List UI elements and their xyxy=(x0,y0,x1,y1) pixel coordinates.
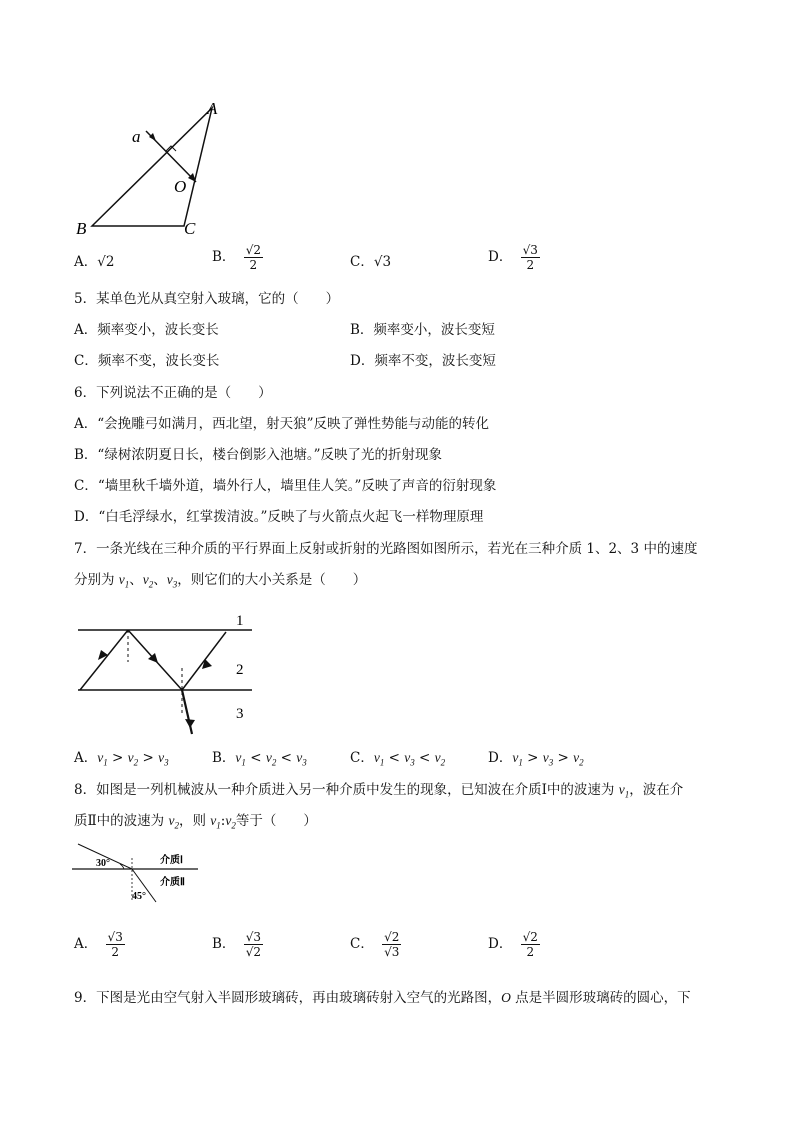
fraction xyxy=(521,243,540,272)
q6-option-c[interactable]: C．“墙里秋千墙外道，墙外行人，墙里佳人笑。”反映了声音的衍射现象 xyxy=(74,478,497,494)
fraction-denominator: 2 xyxy=(526,258,535,272)
medium-label-1: 1 xyxy=(236,613,244,629)
option-letter: A． xyxy=(74,750,98,766)
ray-segment xyxy=(182,632,226,690)
option-value: √2 xyxy=(97,254,115,270)
option-letter: C． xyxy=(350,750,374,766)
q8-stem-text: ，则 xyxy=(178,813,211,829)
medium-label-ii: 介质Ⅱ xyxy=(160,877,185,888)
angle-label-45: 45° xyxy=(132,891,146,902)
fraction-numerator: √2 xyxy=(245,243,261,257)
q4-option-c[interactable] xyxy=(350,252,391,272)
q5-option-d[interactable]: D．频率不变，波长变短 xyxy=(350,353,496,369)
option-letter: B． xyxy=(212,249,236,265)
medium-label-i: 介质Ⅰ xyxy=(160,855,183,866)
option-letter: B． xyxy=(212,750,236,766)
q7-figure xyxy=(74,606,260,740)
q9-stem-text: 点是半圆形玻璃砖的圆心，下 xyxy=(510,990,691,1006)
option-letter: A． xyxy=(74,254,98,270)
fraction-numerator: √3 xyxy=(245,930,261,944)
fraction-denominator: √3 xyxy=(384,945,400,959)
q6-option-a[interactable]: A．“会挽雕弓如满月，西北望，射天狼”反映了弹性势能与动能的转化 xyxy=(74,416,490,432)
fraction xyxy=(244,243,263,272)
fraction xyxy=(382,930,401,959)
q8-option-c[interactable] xyxy=(350,930,401,959)
q8-option-d[interactable] xyxy=(488,930,540,959)
q8-figure xyxy=(70,840,210,910)
fraction-numerator: √3 xyxy=(522,243,538,257)
q9-point-o: O xyxy=(501,990,511,1005)
q4-option-a[interactable] xyxy=(74,252,114,272)
option-letter: A． xyxy=(74,936,98,952)
option-letter: C． xyxy=(350,936,374,952)
fraction xyxy=(244,930,263,959)
triangle-abc xyxy=(92,108,212,226)
q5-stem: 5．某单色光从真空射入玻璃，它的（ ） xyxy=(74,291,340,307)
q8-stem-text: 8．如图是一列机械波从一种介质进入另一种介质中发生的现象，已知波在介质Ⅰ中的波速为 xyxy=(74,782,619,798)
label-C: C xyxy=(184,219,196,238)
q6-option-b[interactable]: B．“绿树浓阴夏日长，楼台倒影入池塘。”反映了光的折射现象 xyxy=(74,447,442,463)
angle-label-30: 30° xyxy=(96,858,110,869)
ray-segment xyxy=(80,630,128,690)
label-O: O xyxy=(174,177,187,196)
q7-option-d[interactable]: D．$v_1 > v_3 > v_2$ xyxy=(488,750,584,768)
q8-stem-line2: 质Ⅱ中的波速为 $v_2$，则 $v_1:v_2$等于（ ） xyxy=(74,813,317,831)
q7-stem-line1: 7．一条光线在三种介质的平行界面上反射或折射的光路图如图所示，若光在三种介质 1、2、3 中的速度 xyxy=(74,541,698,557)
q6-stem: 6．下列说法不正确的是（ ） xyxy=(74,385,272,401)
q9-stem-text: 9．下图是光由空气射入半圆形玻璃砖，再由玻璃砖射入空气的光路图， xyxy=(74,990,502,1006)
fraction-numerator: √2 xyxy=(522,930,538,944)
q5-option-c[interactable]: C．频率不变，波长变长 xyxy=(74,353,220,369)
medium-label-2: 2 xyxy=(236,662,244,678)
fraction-denominator: √2 xyxy=(245,945,261,959)
option-letter: D． xyxy=(488,750,513,766)
q8-option-b[interactable] xyxy=(212,930,263,959)
q7-stem-text: ，则它们的大小关系是（ ） xyxy=(177,572,367,588)
q9-stem xyxy=(74,988,691,1008)
q5-option-b[interactable]: B．频率变小，波长变短 xyxy=(350,322,495,338)
fraction-denominator: 2 xyxy=(249,258,258,272)
arrow-icon xyxy=(185,719,195,728)
label-A: A xyxy=(207,99,218,118)
label-B: B xyxy=(76,219,87,238)
refracted-ray xyxy=(182,690,192,734)
option-letter: D． xyxy=(488,936,513,952)
q8-stem-line1: 8．如图是一列机械波从一种介质进入另一种介质中发生的现象，已知波在介质Ⅰ中的波速为 $v_1$，波在介 xyxy=(74,782,684,800)
option-letter: B． xyxy=(212,936,236,952)
medium-label-3: 3 xyxy=(236,706,244,722)
option-value: √3 xyxy=(373,254,392,270)
triangle-figure xyxy=(70,98,230,240)
q4-option-b[interactable] xyxy=(212,243,263,272)
q8-stem-text: ，波在介 xyxy=(629,782,684,798)
q8-stem-text: 等于（ ） xyxy=(235,813,317,829)
fraction-numerator: √2 xyxy=(384,930,400,944)
fraction-denominator: 2 xyxy=(526,945,535,959)
q4-option-d[interactable] xyxy=(488,243,540,272)
fraction xyxy=(106,930,125,959)
q8-stem-text: 质Ⅱ中的波速为 xyxy=(74,813,169,829)
q8-option-a[interactable] xyxy=(74,930,125,959)
q7-option-c[interactable]: C．$v_1 < v_3 < v_2$ xyxy=(350,750,446,768)
q6-option-d[interactable]: D．“白毛浮绿水，红掌拨清波。”反映了与火箭点火起飞一样物理原理 xyxy=(74,509,484,525)
option-letter: C． xyxy=(350,254,374,270)
q5-option-a[interactable]: A．频率变小，波长变长 xyxy=(74,322,219,338)
fraction xyxy=(521,930,540,959)
fraction-denominator: 2 xyxy=(111,945,119,959)
q7-stem-text: 分别为 xyxy=(74,572,119,588)
arrow-icon xyxy=(98,650,108,660)
q7-option-a[interactable]: A．$v_1 > v_2 > v_3$ xyxy=(74,750,169,768)
label-a: a xyxy=(132,127,141,146)
q7-option-b[interactable]: B．$v_1 < v_2 < v_3$ xyxy=(212,750,307,768)
option-letter: D． xyxy=(488,249,513,265)
fraction-numerator: √3 xyxy=(107,930,123,944)
q7-stem-line2: 分别为 $v_1$、$v_2$、$v_3$，则它们的大小关系是（ ） xyxy=(74,572,367,590)
